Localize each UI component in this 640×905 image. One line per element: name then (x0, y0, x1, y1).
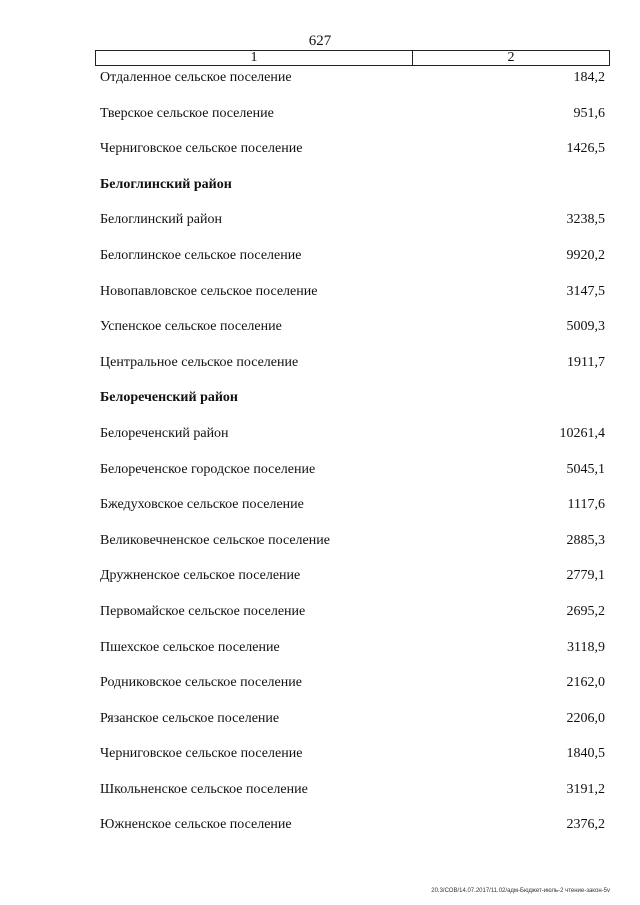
row-name: Отдаленное сельское поселение (100, 70, 292, 85)
row-name: Первомайское сельское поселение (100, 603, 306, 619)
table-row (0, 384, 640, 420)
row-value: 5009,3 (566, 319, 605, 335)
row-name: Родниковское сельское поселение (100, 675, 302, 691)
table-row (0, 811, 640, 847)
row-value: 1911,7 (567, 354, 605, 370)
row-value: 3191,2 (566, 781, 605, 797)
row-value: 3238,5 (566, 212, 605, 228)
row-name: Белоглинский район (100, 176, 232, 192)
table-row (0, 491, 640, 527)
table-row (0, 171, 640, 207)
row-value: 951,6 (573, 105, 605, 121)
table-row (0, 242, 640, 278)
row-value: 1117,6 (567, 497, 605, 513)
row-value: 2376,2 (566, 817, 605, 833)
row-value: 9920,2 (566, 247, 605, 263)
row-name: Тверское сельское поселение (100, 105, 274, 121)
row-value: 3147,5 (566, 283, 605, 299)
table-row (0, 64, 640, 100)
table-row (0, 278, 640, 314)
row-value: 184,2 (573, 70, 605, 85)
table-row (0, 669, 640, 705)
table-row (0, 206, 640, 242)
row-value: 10261,4 (559, 425, 605, 441)
column-header-2: 2 (507, 50, 515, 65)
row-name: Черниговское сельское поселение (100, 746, 303, 762)
row-name: Успенское сельское поселение (100, 319, 282, 335)
row-value: 2162,0 (566, 675, 605, 691)
row-value: 2206,0 (566, 710, 605, 726)
column-header-1: 1 (96, 51, 413, 65)
table-row (0, 349, 640, 385)
row-value: 2885,3 (566, 532, 605, 548)
table-body (0, 64, 640, 847)
row-value: 3118,9 (567, 639, 605, 655)
table-row (0, 456, 640, 492)
table-row (0, 527, 640, 563)
row-value: 5045,1 (566, 461, 605, 477)
row-name: Белореченское городское поселение (100, 461, 316, 477)
row-name: Новопавловское сельское поселение (100, 283, 318, 299)
row-name: Черниговское сельское поселение (100, 141, 303, 157)
table-row (0, 598, 640, 634)
table-row (0, 100, 640, 136)
row-value: 1840,5 (566, 746, 605, 762)
row-name: Южненское сельское поселение (100, 817, 292, 833)
row-name: Белореченский район (100, 425, 229, 441)
row-value: 2779,1 (566, 568, 605, 584)
row-name: Бжедуховское сельское поселение (100, 497, 304, 513)
row-name: Пшехское сельское поселение (100, 639, 280, 655)
row-value: 2695,2 (566, 603, 605, 619)
table-row (0, 740, 640, 776)
row-name: Белоглинский район (100, 212, 222, 228)
table-row (0, 313, 640, 349)
row-name: Великовечненское сельское поселение (100, 532, 330, 548)
row-name: Дружненское сельское поселение (100, 568, 301, 584)
table-row (0, 705, 640, 741)
table-row (0, 562, 640, 598)
row-name: Белоглинское сельское поселение (100, 247, 302, 263)
row-name: Школьненское сельское поселение (100, 781, 308, 797)
table-row (0, 776, 640, 812)
table-row (0, 135, 640, 171)
document-footer-code: 20.3/СОВ/14.07.2017/11.02/адм-Бюджет-июль-2 чтение-закон-5v (431, 888, 610, 894)
table-row (0, 634, 640, 670)
page-number: 627 (308, 33, 332, 49)
row-value: 1426,5 (566, 141, 605, 157)
row-name: Рязанское сельское поселение (100, 710, 280, 726)
row-name: Белореченский район (100, 390, 238, 406)
row-name: Центральное сельское поселение (100, 354, 299, 370)
table-row (0, 420, 640, 456)
